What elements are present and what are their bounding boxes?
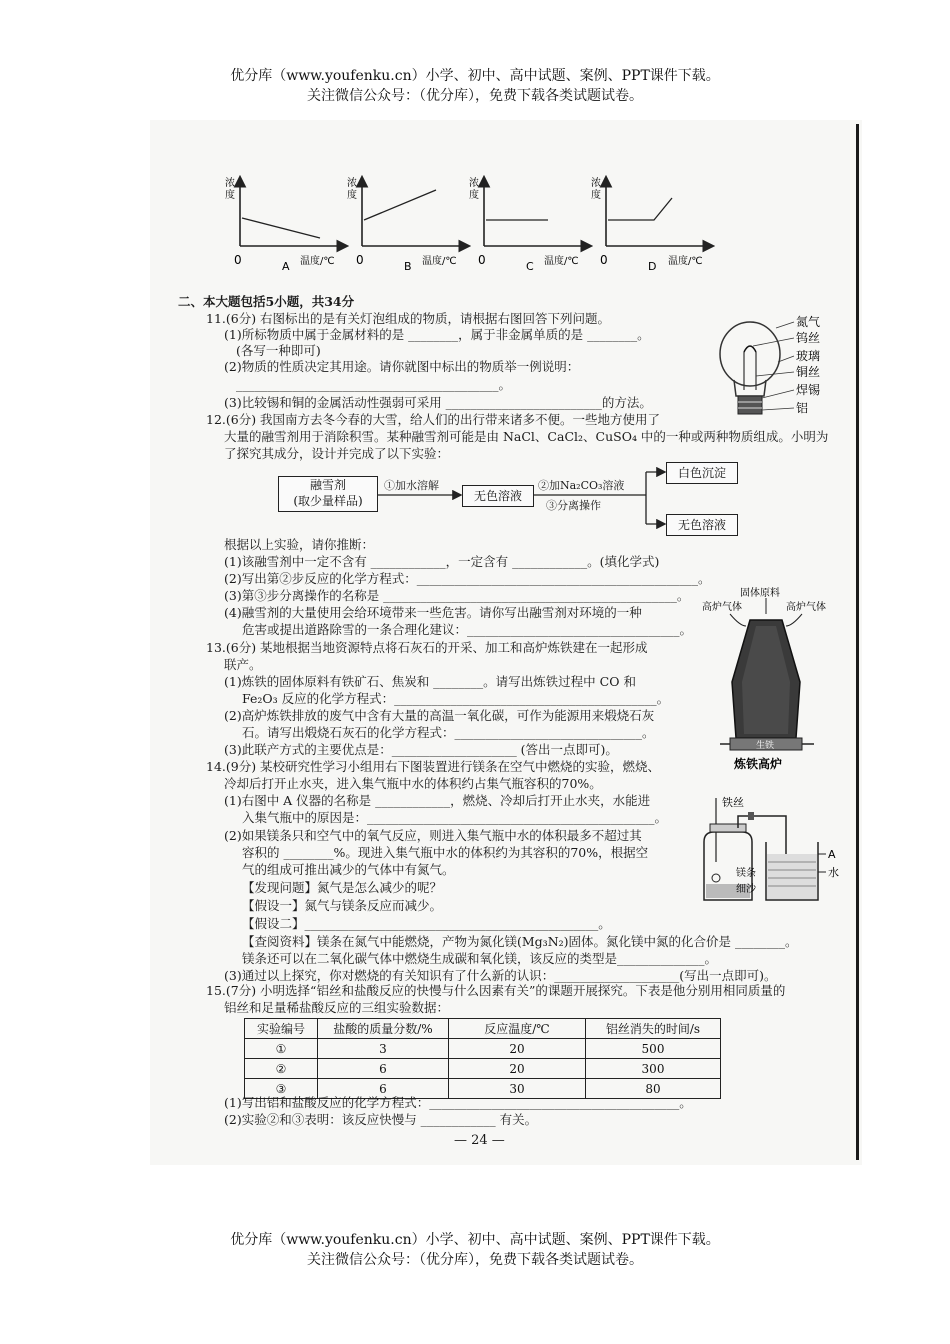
q12-part1: (1)该融雪剂中一定不含有 ____________，一定含有 ____________。(填化学式) xyxy=(224,554,660,569)
table-header: 铝丝消失的时间/s xyxy=(586,1019,721,1039)
section-title: 二、本大题包括5小题，共34分 xyxy=(178,294,355,309)
flow-start-box xyxy=(278,476,378,512)
graph-d-origin: 0 xyxy=(600,253,608,267)
graph-c-origin: 0 xyxy=(478,253,486,267)
q14-hypothesis-2: 【假设二】_______________________________________________。 xyxy=(242,916,611,931)
q12-stem: 12.(6分) 我国南方去冬今春的大雪，给人们的出行带来诸多不便。一些地方使用了 xyxy=(206,412,661,427)
flow-white-precipitate: 白色沉淀 xyxy=(666,462,738,484)
q11-part2-blank: __________________________________________。 xyxy=(236,377,512,392)
q15-stem-2: 铝丝和足量稀盐酸反应的三组实验数据： xyxy=(224,1000,450,1015)
graph-d-xlabel: 温度/℃ xyxy=(668,256,703,267)
q13-part2: (2)高炉炼铁排放的废气中含有大量的高温一氧化碳，可作为能源用来煅烧石灰 xyxy=(224,708,655,723)
graph-c-xlabel: 温度/℃ xyxy=(544,256,579,267)
q14-reference-2: 镁条还可以在二氧化碳气体中燃烧生成碳和氧化镁，该反应的类型是______________。 xyxy=(242,951,718,966)
header-line-1: 优分库（www.youfenku.cn）小学、初中、高中试题、案例、PPT课件下载。 xyxy=(230,68,720,84)
q12-part3: (3)第③步分离操作的名称是 _______________________________________________。 xyxy=(224,588,690,603)
graph-a xyxy=(225,176,346,273)
flow-step-2: ②加Na₂CO₃溶液 xyxy=(538,479,625,492)
apparatus-diagram xyxy=(694,792,844,910)
furnace-label-gas-left: 高炉气体 xyxy=(702,602,742,613)
bulb-label-tungsten: 钨丝 xyxy=(796,331,821,345)
flow-start-label: 融雪剂 xyxy=(309,478,346,492)
q11-part1: (1)所标物质中属于金属材料的是 ________，属于非金属单质的是 ________。 xyxy=(224,327,650,342)
light-bulb-diagram xyxy=(706,310,826,420)
graph-b xyxy=(347,176,468,273)
table-row xyxy=(245,1059,721,1079)
q14-reference: 【查阅资料】镁条在氮气中能燃烧，产物为氮化镁(Mg₃N₂)固体。氮化镁中氮的化合价是 ________。 xyxy=(242,934,798,949)
flow-colorless-solution: 无色溶液 xyxy=(462,485,534,507)
page-number: — 24 — xyxy=(454,1133,505,1148)
q13-part2-b: 石。请写出煅烧石灰石的化学方程式：______________________________。 xyxy=(242,725,655,740)
graphs-row xyxy=(200,168,740,276)
graph-a-xlabel: 温度/℃ xyxy=(300,256,335,267)
table-header: 实验编号 xyxy=(245,1019,318,1039)
graph-c-label: C xyxy=(526,260,534,273)
q12-stem-3: 了探究其成分，设计并完成了以下实验： xyxy=(224,446,450,461)
graph-b-ylabel-2: 度 xyxy=(347,190,357,201)
graph-c-ylabel-2: 度 xyxy=(469,190,479,201)
apparatus-label-sand: 细沙 xyxy=(736,884,756,895)
graph-c xyxy=(469,176,590,273)
q13-part3: (3)此联产方式的主要优点是：____________________ (答出一点即可)。 xyxy=(224,742,618,757)
header-line-2: 关注微信公众号：（优分库），免费下载各类试题试卷。 xyxy=(307,88,643,104)
graph-a-ylabel-1: 浓 xyxy=(225,178,235,189)
table-cell: ① xyxy=(245,1039,318,1059)
table-cell: 30 xyxy=(449,1079,586,1099)
blast-furnace-diagram xyxy=(700,586,840,792)
bulb-label-copper: 铜丝 xyxy=(796,365,821,379)
bulb-label-solder: 焊锡 xyxy=(796,383,821,397)
q15-part1: (1)写出铝和盐酸反应的化学方程式：________________________________________。 xyxy=(224,1095,692,1110)
q12-infer: 根据以上实验，请你推断： xyxy=(224,537,375,552)
graph-c-ylabel-1: 浓 xyxy=(469,178,479,189)
q11-part1-note: (各写一种即可) xyxy=(236,343,321,358)
bulb-label-glass: 玻璃 xyxy=(796,349,821,363)
q15-part2: (2)实验②和③表明：该反应快慢与 ____________ 有关。 xyxy=(224,1112,538,1127)
footer-line-2: 关注微信公众号：（优分库），免费下载各类试题试卷。 xyxy=(307,1252,643,1268)
graph-d xyxy=(591,176,712,273)
q12-stem-2: 大量的融雪剂用于消除积雪。某种融雪剂可能是由 NaCl、CaCl₂、CuSO₄ 中的一种或两种物质组成。小明为 xyxy=(224,429,829,444)
q15-stem: 15.(7分) 小明选择“铝丝和盐酸反应的快慢与什么因素有关”的课题开展探究。下表是他分别用相同质量的 xyxy=(206,983,786,998)
table-cell: ③ xyxy=(245,1079,318,1099)
table-header-row xyxy=(245,1019,721,1039)
q11-stem: 11.(6分) 右图标出的是有关灯泡组成的物质，请根据右图回答下列问题。 xyxy=(206,311,611,326)
apparatus-label-a: A xyxy=(828,848,836,861)
footer-line-1: 优分库（www.youfenku.cn）小学、初中、高中试题、案例、PPT课件下载。 xyxy=(230,1232,720,1248)
table-cell: 80 xyxy=(586,1079,721,1099)
q14-stem-2: 冷却后打开止水夹，进入集气瓶中水的体积约占集气瓶容积的70%。 xyxy=(224,776,602,791)
q14-found-problem: 【发现问题】氮气是怎么减少的呢？ xyxy=(242,880,443,895)
graph-a-ylabel-2: 度 xyxy=(225,190,235,201)
graph-a-origin: 0 xyxy=(234,253,242,267)
table-cell: 300 xyxy=(586,1059,721,1079)
flow-step-1: ①加水溶解 xyxy=(384,479,439,492)
table-header: 反应温度/℃ xyxy=(449,1019,586,1039)
q11-part2: (2)物质的性质决定其用途。请你就图中标出的物质举一例说明： xyxy=(224,359,580,374)
graph-b-origin: 0 xyxy=(356,253,364,267)
q12-part2: (2)写出第②步反应的化学方程式：_____________________________________________。 xyxy=(224,571,711,586)
experiment-table xyxy=(244,1018,721,1099)
furnace-label-iron: 生铁 xyxy=(756,741,775,751)
q12-part4: (4)融雪剂的大量使用会给环境带来一些危害。请你写出融雪剂对环境的一种 xyxy=(224,605,642,620)
furnace-label-top: 固体原料 xyxy=(740,588,780,599)
q12-part4-b: 危害或提出道路除雪的一条合理化建议：__________________________________。 xyxy=(242,622,693,637)
table-cell: 6 xyxy=(318,1079,449,1099)
flow-step-3: ③分离操作 xyxy=(546,499,601,512)
q14-part2: (2)如果镁条只和空气中的氧气反应，则进入集气瓶中水的体积最多不超过其 xyxy=(224,828,642,843)
q13-part1-b: Fe₂O₃ 反应的化学方程式：__________________________________________。 xyxy=(242,691,670,706)
q11-part3: (3)比较锡和铜的金属活动性强弱可采用 _________________________的方法。 xyxy=(224,395,652,410)
furnace-caption: 炼铁高炉 xyxy=(734,757,783,771)
flow-arrows xyxy=(376,460,676,540)
graph-b-label: B xyxy=(404,260,412,273)
bulb-label-aluminum: 铝 xyxy=(796,401,809,415)
q14-part3: (3)通过以上探究，你对燃烧的有关知识有了什么新的认识：____________________(写出一点即可)。 xyxy=(224,968,777,983)
q14-hypothesis-1: 【假设一】氮气与镁条反应而减少。 xyxy=(242,898,443,913)
apparatus-label-mg: 镁条 xyxy=(736,868,756,879)
q14-part2-b: 容积的 ________%。现进入集气瓶中水的体积约为其容积的70%，根据空 xyxy=(242,845,649,860)
graph-d-ylabel-2: 度 xyxy=(591,190,601,201)
table-row xyxy=(245,1039,721,1059)
flow-colorless-solution-2: 无色溶液 xyxy=(666,514,738,536)
graph-a-label: A xyxy=(282,260,290,273)
table-cell: 500 xyxy=(586,1039,721,1059)
graph-b-xlabel: 温度/℃ xyxy=(422,256,457,267)
q14-part1: (1)右图中 A 仪器的名称是 ____________，燃烧、冷却后打开止水夹，水能进 xyxy=(224,793,651,808)
table-header: 盐酸的质量分数/% xyxy=(318,1019,449,1039)
q13-part1: (1)炼铁的固体原料有铁矿石、焦炭和 ________。请写出炼铁过程中 CO 和 xyxy=(224,674,636,689)
table-cell: 3 xyxy=(318,1039,449,1059)
scan-border xyxy=(856,124,859,1160)
apparatus-label-wire: 铁丝 xyxy=(722,796,744,809)
q13-stem-2: 联产。 xyxy=(224,657,262,672)
table-cell: ② xyxy=(245,1059,318,1079)
table-cell: 20 xyxy=(449,1039,586,1059)
table-cell: 6 xyxy=(318,1059,449,1079)
apparatus-label-water: 水 xyxy=(828,866,839,879)
graph-d-ylabel-1: 浓 xyxy=(591,178,601,189)
q14-part2-c: 气的组成可推出减少的气体中有氮气。 xyxy=(242,862,455,877)
bulb-label-nitrogen: 氮气 xyxy=(796,315,821,329)
q14-part1-b: 入集气瓶中的原因是：______________________________________________。 xyxy=(242,810,668,825)
graph-b-ylabel-1: 浓 xyxy=(347,178,357,189)
furnace-label-gas-right: 高炉气体 xyxy=(786,602,826,613)
flow-start-sublabel: (取少量样品) xyxy=(293,494,363,508)
q14-stem: 14.(9分) 某校研究性学习小组用右下图装置进行镁条在空气中燃烧的实验，燃烧、 xyxy=(206,759,661,774)
table-cell: 20 xyxy=(449,1059,586,1079)
q13-stem: 13.(6分) 某地根据当地资源特点将石灰石的开采、加工和高炉炼铁建在一起形成 xyxy=(206,640,648,655)
graph-d-label: D xyxy=(648,260,657,273)
